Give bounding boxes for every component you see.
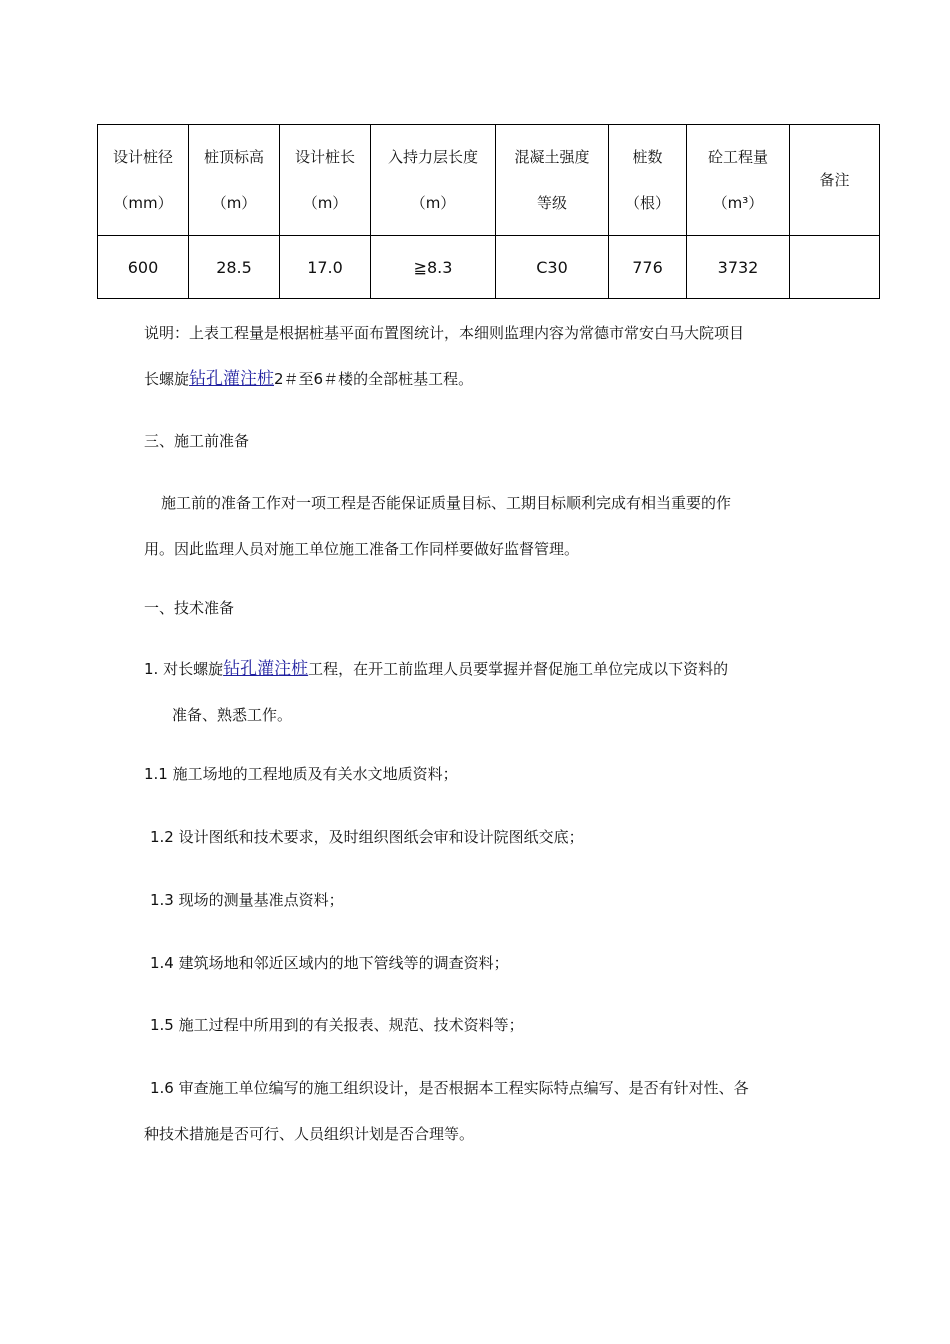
item-text: 施工场地的工程地质及有关水文地质资料； [172, 765, 458, 783]
section-3-heading: 三、施工前准备 [144, 432, 250, 450]
table-note [144, 310, 814, 402]
note-line-2-pre: 长螺旋 [144, 370, 190, 388]
cell-bearing-layer-length: ≧8.3 [371, 236, 496, 299]
item-1-text-post: 工程，在开工前监理人员要掌握并督促施工单位完成以下资料的 [308, 660, 729, 678]
item-1-1 [144, 751, 814, 797]
item-text-line-2: 种技术措施是否可行、人员组织计划是否合理等。 [144, 1125, 475, 1143]
drilled-pile-link[interactable]: 钻孔灌注桩 [189, 369, 275, 389]
item-1-6 [144, 1065, 814, 1157]
item-number: 1.2 [150, 828, 174, 846]
cell-pile-diameter: 600 [98, 236, 189, 299]
header-pile-count: 桩数 （根） [609, 125, 687, 236]
item-number: 1.4 [150, 954, 174, 972]
header-pile-diameter: 设计桩径 （mm） [98, 125, 189, 236]
prep-line-1: 施工前的准备工作对一项工程是否能保证质量目标、工期目标顺利完成有相当重要的作 [161, 494, 732, 512]
cell-pile-count: 776 [609, 236, 687, 299]
item-1-number: 1. [144, 660, 159, 678]
cell-remarks [790, 236, 880, 299]
header-remarks: 备注 [790, 125, 880, 236]
cell-pile-top-elevation: 28.5 [189, 236, 280, 299]
table-row [98, 236, 880, 299]
preparation-paragraph [144, 480, 814, 572]
item-text: 施工过程中所用到的有关报表、规范、技术资料等； [178, 1016, 524, 1034]
header-pile-top-elevation: 桩顶标高 （m） [189, 125, 280, 236]
header-concrete-volume: 砼工程量 （m³） [687, 125, 790, 236]
item-1-drilled-pile-link[interactable]: 钻孔灌注桩 [223, 659, 309, 679]
technical-prep-heading: 一、技术准备 [144, 599, 235, 617]
item-1-3 [144, 877, 820, 923]
item-text: 审查施工单位编写的施工组织设计，是否根据本工程实际特点编写、是否有针对性、各 [178, 1079, 749, 1097]
pile-quantity-table [97, 124, 880, 299]
item-1 [144, 646, 814, 738]
item-1-line-2: 准备、熟悉工作。 [172, 706, 293, 724]
item-text: 设计图纸和技术要求，及时组织图纸会审和设计院图纸交底； [178, 828, 584, 846]
cell-concrete-grade: C30 [496, 236, 609, 299]
prep-line-2: 用。因此监理人员对施工单位施工准备工作同样要做好监督管理。 [144, 540, 580, 558]
header-concrete-grade: 混凝土强度 等级 [496, 125, 609, 236]
cell-pile-length: 17.0 [280, 236, 371, 299]
note-line-2-post: 2＃至6＃楼的全部桩基工程。 [274, 370, 474, 388]
item-1-2 [144, 814, 820, 860]
item-1-text-pre: 对长螺旋 [163, 660, 224, 678]
item-number: 1.1 [144, 765, 168, 783]
item-number: 1.5 [150, 1016, 174, 1034]
item-text: 现场的测量基准点资料； [178, 891, 344, 909]
item-number: 1.3 [150, 891, 174, 909]
note-line-1: 说明：上表工程量是根据桩基平面布置图统计，本细则监理内容为常德市常安白马大院项目 [144, 324, 745, 342]
item-1-4 [144, 940, 820, 986]
header-pile-length: 设计桩长 （m） [280, 125, 371, 236]
cell-concrete-volume: 3732 [687, 236, 790, 299]
table-header-row [98, 125, 880, 236]
item-number: 1.6 [150, 1079, 174, 1097]
item-1-5 [144, 1002, 820, 1048]
header-bearing-layer-length: 入持力层长度 （m） [371, 125, 496, 236]
item-text: 建筑场地和邻近区域内的地下管线等的调查资料； [178, 954, 509, 972]
